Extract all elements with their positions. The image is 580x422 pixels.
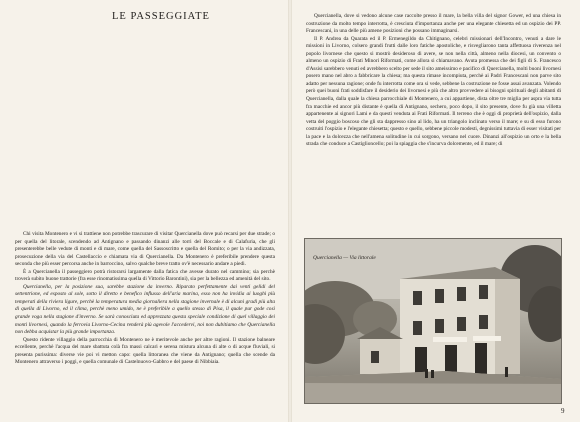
paragraph: Il P. Andrea da Quarata ed il P. Ermenegildo da Chitignano, celebri missionari dell'Incontro, venuti a dare le missioni in Livorno, colsero grandi frutti dalle loro fatiche apostoliche, e risvegliarono tanta affettuosa riverenza nel popolo livornese che questo si mostrò desideroso di avere, se non nella città, almeno nella diocesi, un convento o almeno un ospizio di Frati Minori Riformati, come allora si chiamavano. Avuta promessa che dei figli di S. Francesco d'Assisi sarebbero venuti ed avrebbero scelto per sede il sito ameissimo e pacifico di Quercianella, molti buoni livornesi posero mano nel abro a fabbricare la chiesa; ma questa rimase incompiuta, perchè ai Padri Francescani non parve sito adatto per nessuna ragione; onde fu interrotta come ora si vede, sebbene la costruzione ne fosse assai avanzata. Volendo però quei buoni frati soddisfare il desiderio dei livornesi e più che altro provvedere ai bisogni spirituali degli abitanti di Quercianella, dalla quale la chiesa parrocchiale di Montenero, a cui appartiene, dista oltre tre miglia per aspra via tutta fra macchie ed ancor più distante è quella di Antignano, sechero, poco dopo, il sito presente, dove fu già una villetta appartenente ai signori Lami e da questi venduta ai Frati Riformati. Il terreno che è oggi di proprietà dell'ospizio, dalla vetta del poggio boscoso che gli sta dappresso sino al lido, ha un triangolo inclinato verso il mare; e su di esso furono costruiti l'ospizio e l'elegante chiesetta; questo e quello, sebbene piccole modesti, degnissimi tuttavia di esser visitati per la pace e la dolcezza che nell'amena solitudine in cui sorgono, versano nel cuore. Dinanzi all'ospizio un orto e la bella strada che conduce a Castiglioncello; poi la spiaggia che s'incurva dolcemente, ed il mare; di [306, 35, 561, 148]
photo-caption: Quercianella — Via littorale [313, 255, 376, 261]
paragraph: È a Quercianella il passeggiero potrà ristorarsi largamente dalla fatica che avesse durato nel cammino; sia perchè troverà subito buone trattorie (fra esse rinomatissima quella di Vittorio Barontini), sia per la bellezza ed amenità del sito. [15, 268, 275, 283]
street-photograph [304, 238, 562, 404]
page-number: 9 [561, 407, 565, 415]
paragraph: Chi visita Montenero e vi si trattiene non potrebbe trascurare di visitar Quercianella dove può recarsi per due strade; o per quella del litorale, scendendo ad Antignano e passando dinanzi alle torri del Boccale e di Calafuria, che gli presenterebbe belle vedute di monti e di mare, come quella del Sassoscritto e quella del Romito; o per la via andizzata, prosecuzione della via del Castellaccio e chiamata via di Quercianella. Da Montenero è preferibile prendere questa seconda che più esser percorsa anche in barroccino, salvo qualche breve tratto ov'è necessario andare a piedi. [15, 231, 275, 268]
paragraph: Questo ridente villaggio della parrocchia di Montenero ne è meritevole anche per altre ragioni. Il stazione balneare eccellente, perchè l'acqua del mare sbattuta colà fra massi calcari e serena mistura alcuna di alte o di acque fluviali, si presenta purissima: diverse vie poi vi metton capo: quella littoranea che viene da Antignano; quella che scende da Montenero attraverso i poggi, e quella comunale di Castelnuovo-Gabbro e del paese di Nibbiaia. [15, 336, 275, 366]
left-text-column [15, 231, 275, 367]
photo-illustration [305, 239, 561, 403]
paragraph: Quercianella, dove si vedono alcune case raccolte presso il mare, la bella villa del signor Gower, ed una chiesa in costruzione da molto tempo interrotta, è cresciuta d'importanza anche per una elegante chiesetta ed un ospizio dei PP. Francescani, in una delle più amene posizioni che possano immaginarsi. [306, 13, 561, 35]
page-title: LE PASSEGGIATE [112, 11, 210, 22]
paragraph: Quercianella, per la posizione sua, sarebbe stazione da inverno. Riparato perfettamente dai venti gelidi del settentrione, ed esposto al sole, sotto il diretto e benefico influsso dell'aria marina, esso non ha invidia ai luoghi più temperati della riviera ligure, perchè la temperatura media giornaliera nella stagione invernale è di alcuni gradi più alta di quella di Livorno, ed il clima, perchè meno umido, ne è preferibile a quello stesso di Pisa, il quale pur gode così grande voga nella stagione d'inverno. Se sarà conosciuta ed apprezzata questa speciale condizione di quel villaggio dei monti livornesi, quando la ferrovia Livorno-Cecina renderà più agevole l'accedervi, noi non dubitiamo che Quercianella non debba acquistar la più grande importanza. [15, 283, 275, 336]
page-gutter [288, 0, 292, 422]
right-text-column [306, 13, 561, 149]
